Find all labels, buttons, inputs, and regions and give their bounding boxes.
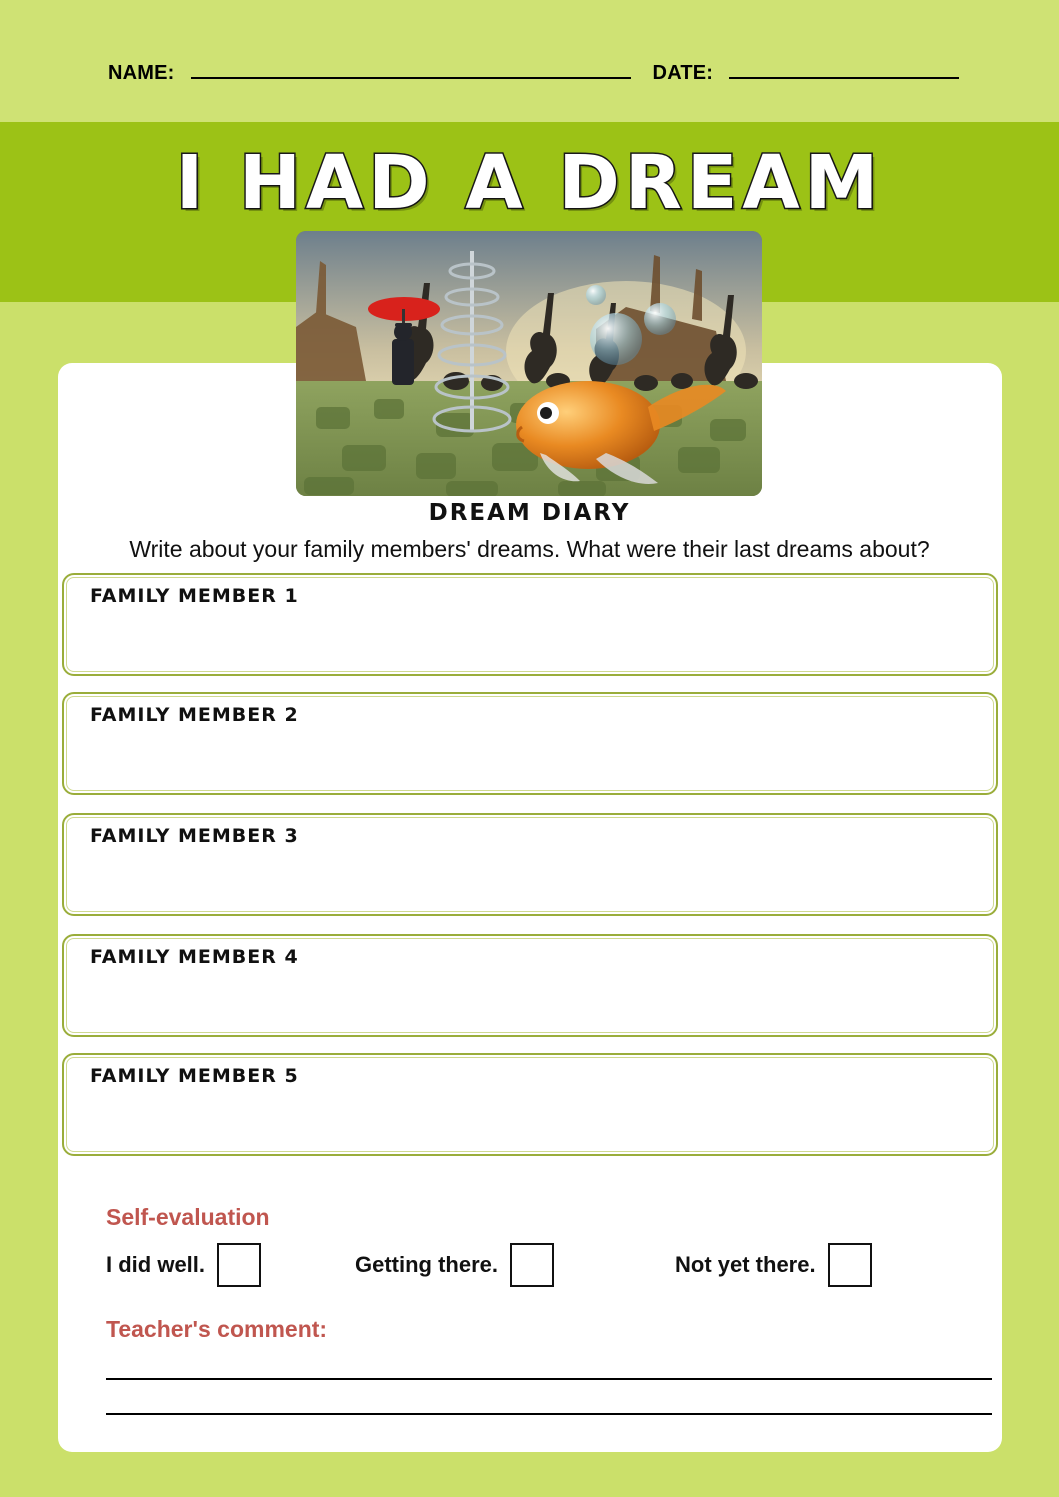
answer-box-3-label: FAMILY MEMBER 3 <box>90 825 299 847</box>
name-input-line[interactable] <box>191 77 631 79</box>
name-date-row <box>108 62 988 85</box>
self-evaluation-option-did-well[interactable] <box>106 1243 261 1287</box>
self-evaluation-option-getting-there-label: Getting there. <box>355 1252 499 1277</box>
answer-box-2[interactable] <box>62 692 998 795</box>
diary-instruction: Write about your family members' dreams. What were their last dreams about? <box>129 536 930 562</box>
date-label: DATE: <box>652 62 714 84</box>
answer-box-1-label: FAMILY MEMBER 1 <box>90 585 299 607</box>
diary-heading: DREAM DIARY <box>428 500 631 526</box>
self-evaluation-option-not-yet-there[interactable] <box>675 1243 872 1287</box>
answer-box-4-label: FAMILY MEMBER 4 <box>90 946 299 968</box>
self-evaluation-options <box>106 1243 906 1293</box>
teacher-comment-line-2[interactable] <box>106 1413 992 1415</box>
teacher-comment-title: Teacher's comment: <box>106 1316 328 1342</box>
date-input-line[interactable] <box>729 77 959 79</box>
answer-box-5-label: FAMILY MEMBER 5 <box>90 1065 299 1087</box>
self-evaluation-option-not-yet-there-label: Not yet there. <box>675 1252 816 1277</box>
self-evaluation-option-did-well-label: I did well. <box>106 1252 206 1277</box>
self-evaluation-title: Self-evaluation <box>106 1204 270 1230</box>
answer-box-1[interactable] <box>62 573 998 676</box>
answer-box-2-label: FAMILY MEMBER 2 <box>90 704 299 726</box>
checkbox-getting-there[interactable] <box>510 1243 554 1287</box>
dream-illustration <box>296 231 762 496</box>
self-evaluation-option-getting-there[interactable] <box>355 1243 554 1287</box>
answer-box-3[interactable] <box>62 813 998 916</box>
checkbox-not-yet-there[interactable] <box>828 1243 872 1287</box>
name-label: NAME: <box>108 62 175 84</box>
answer-box-5[interactable] <box>62 1053 998 1156</box>
header-strip <box>0 0 1059 122</box>
checkbox-did-well[interactable] <box>217 1243 261 1287</box>
answer-box-4[interactable] <box>62 934 998 1037</box>
teacher-comment-line-1[interactable] <box>106 1378 992 1380</box>
page-title: I HAD A DREAM <box>175 140 884 226</box>
